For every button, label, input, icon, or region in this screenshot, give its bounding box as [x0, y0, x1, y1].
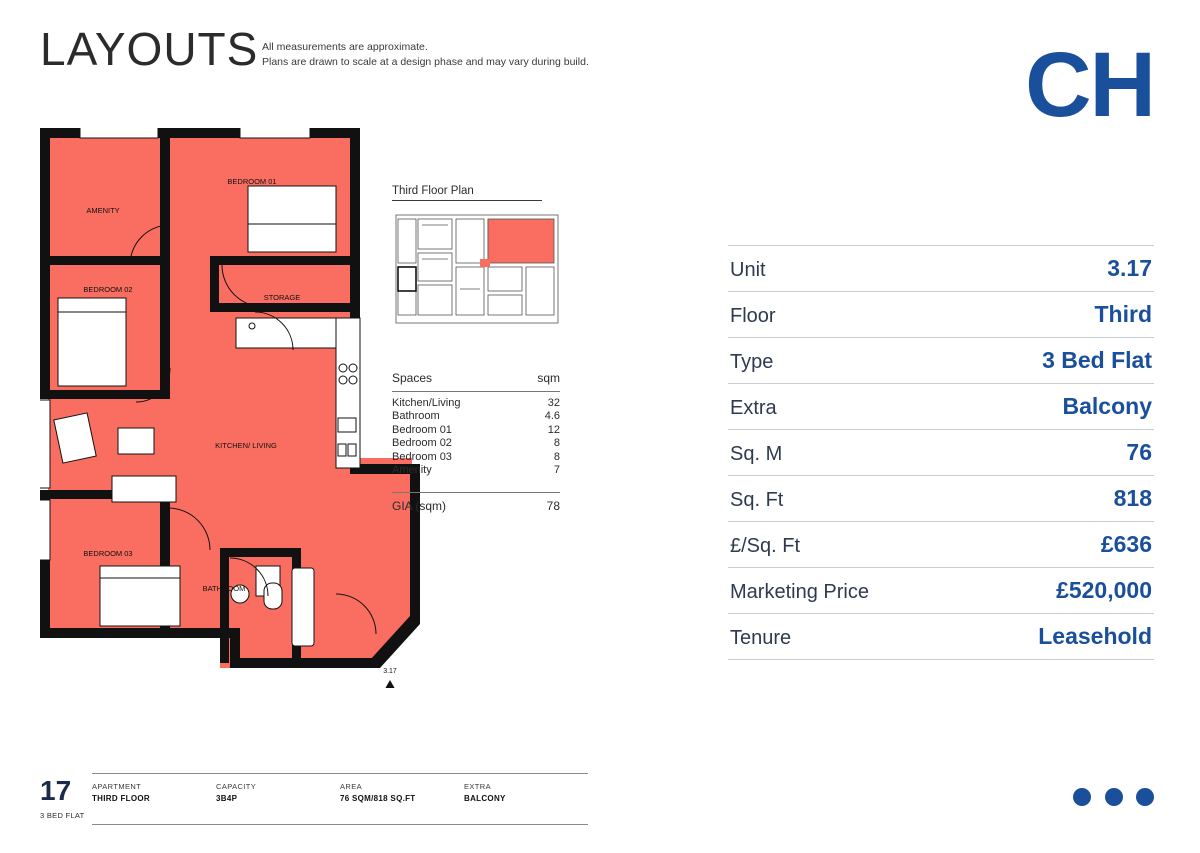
footer-column: [92, 773, 216, 825]
spaces-row-sqm: 32: [547, 396, 560, 409]
room-label-bedroom-03: BEDROOM 03: [83, 549, 133, 558]
footer-column: [216, 773, 340, 825]
footer-number: 17: [40, 775, 72, 806]
spaces-header-left: Spaces: [392, 371, 433, 385]
footer-column: [340, 773, 464, 825]
detail-label: Unit: [730, 259, 766, 281]
dot-3: [1136, 788, 1154, 806]
room-label-amenity: AMENITY: [86, 206, 120, 215]
detail-value: 818: [1113, 485, 1152, 511]
footer: [40, 773, 580, 829]
room-label-kitchen-living: KITCHEN/ LIVING: [215, 441, 277, 450]
spaces-header-right: sqm: [537, 371, 560, 385]
spaces-row: [392, 397, 560, 411]
footer-column-key: APARTMENT: [92, 782, 142, 791]
footer-column: [464, 773, 588, 825]
page-title: LAYOUTS: [40, 23, 259, 75]
spaces-row-sqm: 12: [547, 423, 560, 436]
gia-label: GIA (sqm): [392, 498, 447, 513]
dot-1: [1073, 788, 1091, 806]
spaces-row-name: Bedroom 03: [392, 450, 452, 463]
detail-row: [728, 384, 1154, 430]
spaces-row-name: Kitchen/Living: [392, 396, 461, 409]
detail-row: [728, 614, 1154, 660]
header-note: [262, 40, 589, 70]
detail-row: [728, 522, 1154, 568]
dot-2: [1105, 788, 1123, 806]
detail-label: Floor: [730, 305, 776, 327]
spaces-row-name: Bedroom 02: [392, 437, 452, 449]
unit-marker-label: 3.17: [383, 668, 397, 675]
detail-value: £520,000: [1056, 577, 1152, 603]
detail-label: £/Sq. Ft: [730, 535, 801, 557]
room-label-bedroom-02: BEDROOM 02: [83, 285, 133, 294]
spaces-divider-bottom: [392, 492, 560, 493]
spaces-row-name: Bathroom: [392, 410, 440, 422]
room-label-bedroom-01: BEDROOM 01: [227, 177, 277, 186]
spaces-row-name: Amenity: [392, 464, 432, 476]
detail-label: Type: [730, 351, 774, 373]
detail-label: Extra: [730, 397, 777, 419]
detail-row: [728, 338, 1154, 384]
keyplan-highlight-unit: [488, 219, 554, 263]
unit-details-table: [728, 245, 1154, 660]
spaces-row: [392, 410, 560, 424]
footer-column-key: AREA: [340, 782, 363, 791]
detail-label: Tenure: [730, 627, 792, 649]
footer-subtitle: 3 BED FLAT: [40, 811, 85, 820]
spaces-row-sqm: 4.6: [544, 410, 560, 422]
spaces-row: [392, 451, 560, 465]
footer-column-value: THIRD FLOOR: [92, 794, 150, 803]
detail-value: 3.17: [1107, 255, 1152, 281]
gia-row: [392, 499, 560, 513]
spaces-schedule: [392, 372, 560, 513]
detail-row: [728, 476, 1154, 522]
detail-row: [728, 568, 1154, 614]
header-note-line-2: Plans are drawn to scale at a design phase and may vary during build.: [262, 56, 589, 68]
spaces-header: [392, 372, 560, 389]
spaces-row-sqm: 8: [553, 450, 560, 463]
room-label-bathroom: BATHROOM: [202, 584, 246, 593]
keyplan: [392, 185, 567, 329]
detail-row: [728, 292, 1154, 338]
keyplan-thumbnail: [392, 209, 562, 329]
spaces-row: [392, 464, 560, 478]
spaces-divider-top: [392, 391, 560, 392]
detail-row: [728, 430, 1154, 476]
detail-label: Marketing Price: [730, 581, 869, 603]
detail-row: [728, 245, 1154, 292]
gia-value: 78: [546, 498, 560, 513]
header-note-line-1: All measurements are approximate.: [262, 41, 428, 53]
keyplan-label: Third Floor Plan: [392, 185, 474, 197]
detail-value: Leasehold: [1038, 623, 1152, 649]
keyplan-divider: [392, 200, 542, 201]
page-indicator-dots: [1064, 788, 1154, 811]
spaces-row: [392, 437, 560, 451]
spaces-rows: [392, 397, 560, 478]
detail-value: Balcony: [1062, 393, 1152, 419]
detail-value: Third: [1094, 301, 1152, 327]
detail-value: 76: [1126, 439, 1152, 465]
spaces-row-name: Bedroom 01: [392, 423, 452, 436]
spaces-row-sqm: 7: [553, 464, 560, 476]
brand-logo: CH: [1025, 34, 1154, 136]
detail-label: Sq. Ft: [730, 489, 784, 511]
detail-value: 3 Bed Flat: [1042, 347, 1152, 373]
footer-column-value: BALCONY: [464, 794, 506, 803]
spaces-row: [392, 424, 560, 438]
floorplan-svg: [40, 128, 440, 688]
detail-label: Sq. M: [730, 443, 783, 465]
entrance-arrow: [382, 680, 398, 688]
footer-column-value: 76 SQM/818 SQ.FT: [340, 794, 416, 803]
footer-column-key: CAPACITY: [216, 782, 257, 791]
footer-column-value: 3B4P: [216, 794, 238, 803]
spaces-row-sqm: 8: [553, 437, 560, 449]
floorplan-drawing: [40, 128, 440, 688]
footer-column-key: EXTRA: [464, 782, 492, 791]
detail-value: £636: [1100, 531, 1152, 557]
room-label-storage: STORAGE: [263, 293, 301, 302]
